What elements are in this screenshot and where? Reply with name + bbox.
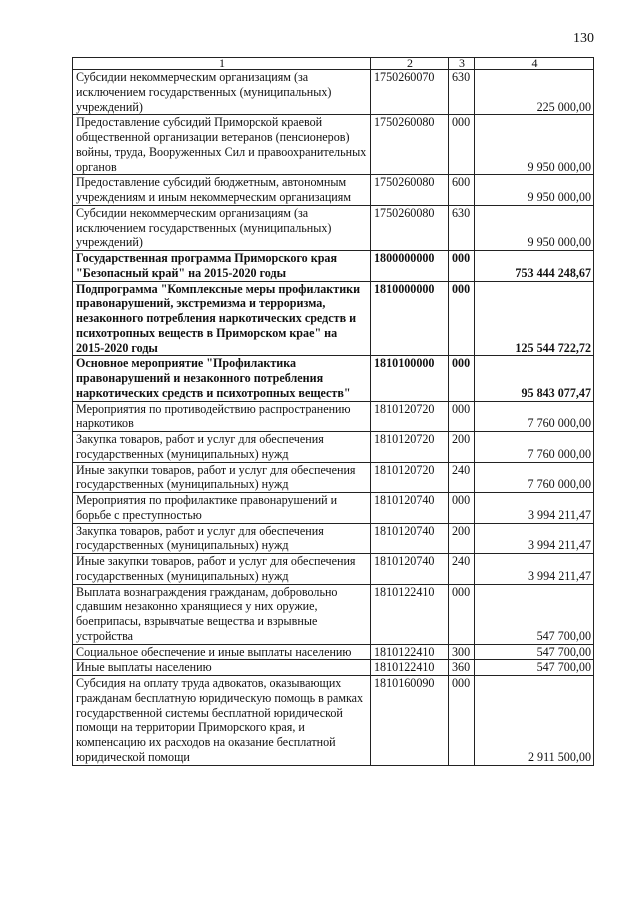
table-row — [73, 644, 594, 660]
item-kvr: 360 — [449, 660, 475, 676]
table-row — [73, 432, 594, 463]
item-name: Предоставление субсидий Приморской краевой общественной организации ветеранов (пенсионеров) войны, труда, Вооруженных Сил и правоохранительных органов — [73, 115, 371, 175]
table-header-row — [73, 58, 594, 70]
item-code: 1810120720 — [371, 401, 449, 432]
item-name: Иные закупки товаров, работ и услуг для обеспечения государственных (муниципальных) нужд — [73, 554, 371, 585]
item-name: Государственная программа Приморского края "Безопасный край" на 2015-2020 годы — [73, 251, 371, 282]
table-row — [73, 356, 594, 401]
item-kvr: 000 — [449, 356, 475, 401]
item-kvr: 600 — [449, 175, 475, 206]
table-row — [73, 676, 594, 766]
item-code: 1810000000 — [371, 281, 449, 356]
item-code: 1810120740 — [371, 523, 449, 554]
item-name: Субсидии некоммерческим организациям (за исключением государственных (муниципальных) учреждений) — [73, 70, 371, 115]
header-cell: 2 — [371, 58, 449, 70]
item-code: 1750260080 — [371, 115, 449, 175]
item-code: 1810122410 — [371, 660, 449, 676]
item-sum: 9 950 000,00 — [475, 115, 594, 175]
item-sum: 547 700,00 — [475, 660, 594, 676]
item-sum: 547 700,00 — [475, 644, 594, 660]
item-name: Субсидия на оплату труда адвокатов, оказывающих гражданам бесплатную юридическую помощь в рамках государственной системы бесплатной юридической помощи на территории Приморского края, и компенсацию их расходов на оказание бесплатной юридической помощи — [73, 676, 371, 766]
table-row — [73, 175, 594, 206]
item-kvr: 240 — [449, 554, 475, 585]
item-sum: 9 950 000,00 — [475, 205, 594, 250]
table-row — [73, 554, 594, 585]
item-sum: 9 950 000,00 — [475, 175, 594, 206]
table-row — [73, 70, 594, 115]
item-sum: 3 994 211,47 — [475, 523, 594, 554]
item-kvr: 000 — [449, 251, 475, 282]
item-sum: 547 700,00 — [475, 584, 594, 644]
table-row — [73, 205, 594, 250]
item-kvr: 240 — [449, 462, 475, 493]
item-code: 1750260070 — [371, 70, 449, 115]
item-kvr: 200 — [449, 523, 475, 554]
item-kvr: 000 — [449, 584, 475, 644]
table-row — [73, 523, 594, 554]
item-sum: 7 760 000,00 — [475, 432, 594, 463]
item-code: 1750260080 — [371, 175, 449, 206]
item-code: 1810120740 — [371, 554, 449, 585]
item-kvr: 000 — [449, 281, 475, 356]
item-name: Субсидии некоммерческим организациям (за исключением государственных (муниципальных) учреждений) — [73, 205, 371, 250]
item-name: Основное мероприятие "Профилактика правонарушений и незаконного потребления наркотических средств и психотропных веществ" — [73, 356, 371, 401]
item-sum: 95 843 077,47 — [475, 356, 594, 401]
budget-table — [72, 57, 594, 766]
item-code: 1810120740 — [371, 493, 449, 524]
item-kvr: 000 — [449, 115, 475, 175]
item-name: Мероприятия по противодействию распространению наркотиков — [73, 401, 371, 432]
item-kvr: 630 — [449, 70, 475, 115]
item-kvr: 000 — [449, 493, 475, 524]
table-row — [73, 401, 594, 432]
item-sum: 7 760 000,00 — [475, 462, 594, 493]
table-row — [73, 115, 594, 175]
item-kvr: 300 — [449, 644, 475, 660]
table-row — [73, 584, 594, 644]
item-code: 1810122410 — [371, 644, 449, 660]
item-name: Закупка товаров, работ и услуг для обеспечения государственных (муниципальных) нужд — [73, 432, 371, 463]
item-kvr: 000 — [449, 401, 475, 432]
item-name: Иные выплаты населению — [73, 660, 371, 676]
item-kvr: 630 — [449, 205, 475, 250]
item-sum: 225 000,00 — [475, 70, 594, 115]
item-kvr: 000 — [449, 676, 475, 766]
page-number: 130 — [573, 31, 594, 46]
item-code: 1810120720 — [371, 462, 449, 493]
item-name: Социальное обеспечение и иные выплаты населению — [73, 644, 371, 660]
item-code: 1810122410 — [371, 584, 449, 644]
item-name: Мероприятия по профилактике правонарушений и борьбе с преступностью — [73, 493, 371, 524]
item-name: Закупка товаров, работ и услуг для обеспечения государственных (муниципальных) нужд — [73, 523, 371, 554]
header-cell: 3 — [449, 58, 475, 70]
item-code: 1800000000 — [371, 251, 449, 282]
table-row — [73, 281, 594, 356]
item-code: 1750260080 — [371, 205, 449, 250]
item-sum: 125 544 722,72 — [475, 281, 594, 356]
item-name: Иные закупки товаров, работ и услуг для обеспечения государственных (муниципальных) нужд — [73, 462, 371, 493]
item-sum: 753 444 248,67 — [475, 251, 594, 282]
item-code: 1810120720 — [371, 432, 449, 463]
header-cell: 4 — [475, 58, 594, 70]
item-sum: 3 994 211,47 — [475, 493, 594, 524]
item-code: 1810100000 — [371, 356, 449, 401]
item-sum: 3 994 211,47 — [475, 554, 594, 585]
item-name: Выплата вознаграждения гражданам, добровольно сдавшим незаконно хранящиеся у них оружие, боеприпасы, взрывчатые вещества и взрывные устройства — [73, 584, 371, 644]
item-sum: 7 760 000,00 — [475, 401, 594, 432]
item-code: 1810160090 — [371, 676, 449, 766]
table-row — [73, 493, 594, 524]
item-name: Предоставление субсидий бюджетным, автономным учреждениям и иным некоммерческим организациям — [73, 175, 371, 206]
header-cell: 1 — [73, 58, 371, 70]
table-row — [73, 251, 594, 282]
item-name: Подпрограмма "Комплексные меры профилактики правонарушений, экстремизма и терроризма, незаконного потребления наркотических средств и психотропных веществ в Приморском крае" на 2015-2020 годы — [73, 281, 371, 356]
item-kvr: 200 — [449, 432, 475, 463]
item-sum: 2 911 500,00 — [475, 676, 594, 766]
table-row — [73, 660, 594, 676]
table-row — [73, 462, 594, 493]
